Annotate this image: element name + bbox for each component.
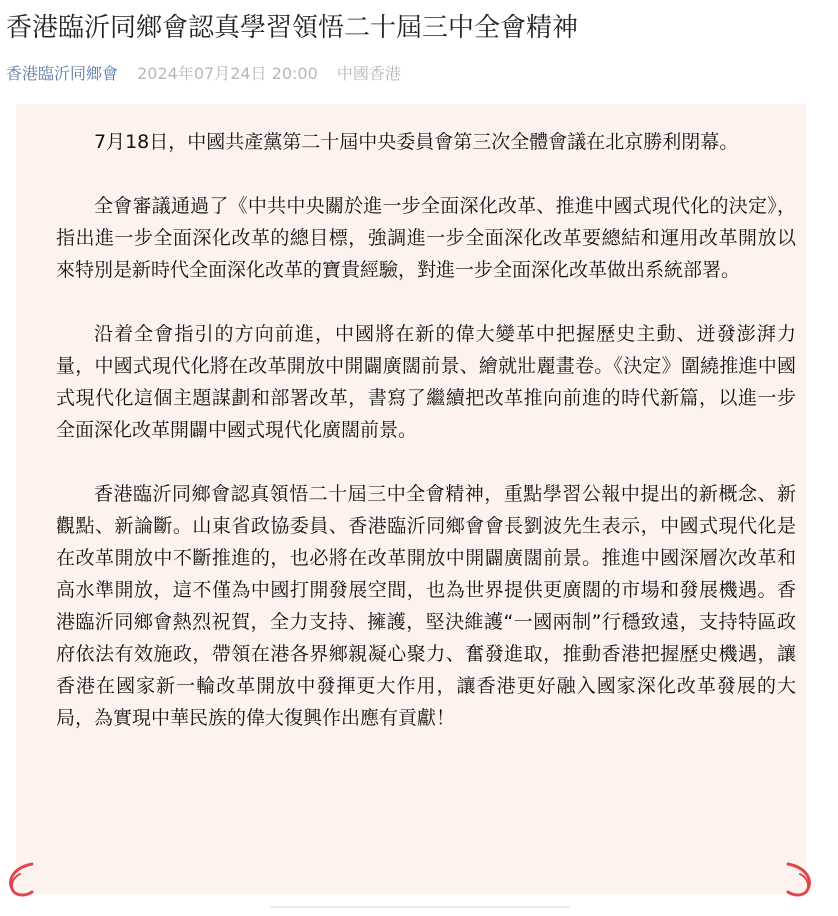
- article-title: 香港臨沂同鄉會認真學習領悟二十屆三中全會精神: [6, 13, 579, 43]
- paragraph-1: 7月18日，中國共產黨第二十屆中央委員會第三次全體會議在北京勝利閉幕。: [94, 131, 739, 153]
- paragraph-4: 香港臨沂同鄉會認真領悟二十屆三中全會精神，重點學習公報中提出的新概念、新觀點、新論斷。山東省政協委員、香港臨沂同鄉會會長劉波先生表示，中國式現代化是在改革開放中不斷推進的，也必將在改革開放中開闢廣闊前景。推進中國深層次改革和高水準開放，這不僅為中國打開發展空間，也為世界提供更廣闊的市場和發展機遇。香港臨沂同鄉會熱烈祝賀，全力支持、擁護，堅決維護“一國兩制”行穩致遠，支持特區政府依法有效施政，帶領在港各界鄉親凝心聚力、奮發進取，推動香港把握歷史機遇，讓香港在國家新一輪改革開放中發揮更大作用，讓香港更好融入國家深化改革發展的大局，為實現中華民族的偉大復興作出應有貢獻！: [56, 483, 796, 729]
- paragraph-3: 沿着全會指引的方向前進，中國將在新的偉大變革中把握歷史主動、迸發澎湃力量，中國式現代化將在改革開放中開闢廣闊前景、繪就壯麗畫卷。《決定》圍繞推進中國式現代化這個主題謀劃和部署改革，書寫了繼續把改革推向前進的時代新篇，以進一步全面深化改革開闢中國式現代化廣闊前景。: [56, 323, 796, 441]
- article-meta: [6, 62, 401, 86]
- publish-location: 中國香港: [336, 64, 401, 83]
- source-link[interactable]: 香港臨沂同鄉會: [6, 64, 119, 83]
- corner-left-curl-icon: [2, 858, 38, 898]
- article-body-card: [16, 104, 806, 894]
- paragraph-2: 全會審議通過了《中共中央關於進一步全面深化改革、推進中國式現代化的決定》，指出進一步全面深化改革的總目標，強調進一步全面深化改革要總結和運用改革開放以來特別是新時代全面深化改革的寶貴經驗，對進一步全面深化改革做出系統部署。: [56, 195, 796, 281]
- publish-date: 2024年07月24日 20:00: [137, 64, 318, 83]
- bottom-divider: [270, 906, 570, 908]
- article-content: [56, 126, 796, 766]
- corner-right-curl-icon: [782, 858, 818, 898]
